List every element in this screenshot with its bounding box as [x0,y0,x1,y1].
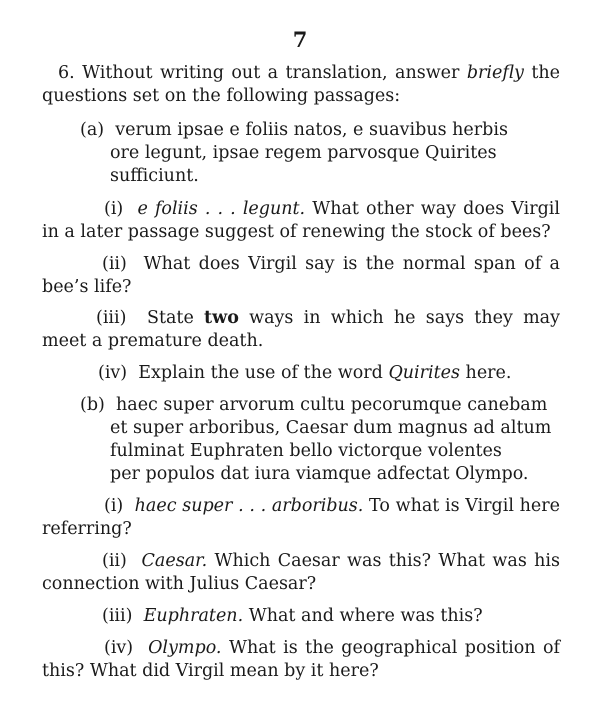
subq-label: (iv) [104,638,134,658]
passage-a-line: sufficiunt. [110,166,199,186]
subq-reference: Caesar. [141,551,208,571]
subq-label: (i) [104,496,124,516]
subq-text: State two ways in which he says they may meet a premature death. [42,308,561,351]
subq-label: (i) [104,199,124,219]
subq-text: Which Caesar was this? What was his connection with Julius Caesar? [42,551,560,594]
subq-text: What is the geographical position of this? What did Virgil mean by it here? [42,638,560,681]
page-number: 7 [292,27,308,52]
passage-b [80,394,551,486]
passage-a-question-iv [42,362,560,385]
subq-reference: Euphraten. [143,606,244,626]
subq-text: What other way does Virgil in a later passage suggest of renewing the stock of bees? [42,199,560,242]
passage-a-label: (a) [80,120,105,140]
subq-reference: Olympo. [148,638,222,658]
passage-b-line: per populos dat iura viamque adfectat Olympo. [110,464,529,484]
subq-text: What does Virgil say is the normal span of a bee’s life? [42,254,560,297]
subq-text: To what is Virgil here referring? [42,496,560,539]
subq-text: What and where was this? [248,606,483,626]
passage-b-label: (b) [80,395,105,415]
passage-a-line: verum ipsae e foliis natos, e suavibus herbis [115,120,508,140]
subq-label: (iv) [98,363,128,383]
passage-b-question-i [42,495,560,541]
passage-b-question-ii [42,550,560,596]
passage-b-line: et super arboribus, Caesar dum magnus ad altum [110,418,552,438]
passage-a-line: ore legunt, ipsae regem parvosque Quirites [110,143,497,163]
subq-label: (ii) [102,551,127,571]
question-intro [42,62,560,108]
passage-b-question-iv [42,637,560,683]
subq-reference: haec super . . . arboribus. [134,496,364,516]
passage-b-line: fulminat Euphraten bello victorque volentes [110,441,502,461]
subq-reference: e foliis . . . legunt. [137,199,306,219]
subq-label: (ii) [102,254,127,274]
passage-b-question-iii [42,605,560,628]
subq-label: (iii) [96,308,127,328]
subq-label: (iii) [102,606,133,626]
passage-a [80,119,508,188]
passage-a-question-ii [42,253,560,299]
question-text: 6. Without writing out a translation, answer briefly the questions set on the following passages: [42,63,560,106]
passage-a-question-i [42,198,560,244]
passage-a-question-iii [42,307,560,353]
passage-b-line: haec super arvorum cultu pecorumque canebam [116,395,548,415]
subq-text: Explain the use of the word Quirites here. [138,363,512,383]
